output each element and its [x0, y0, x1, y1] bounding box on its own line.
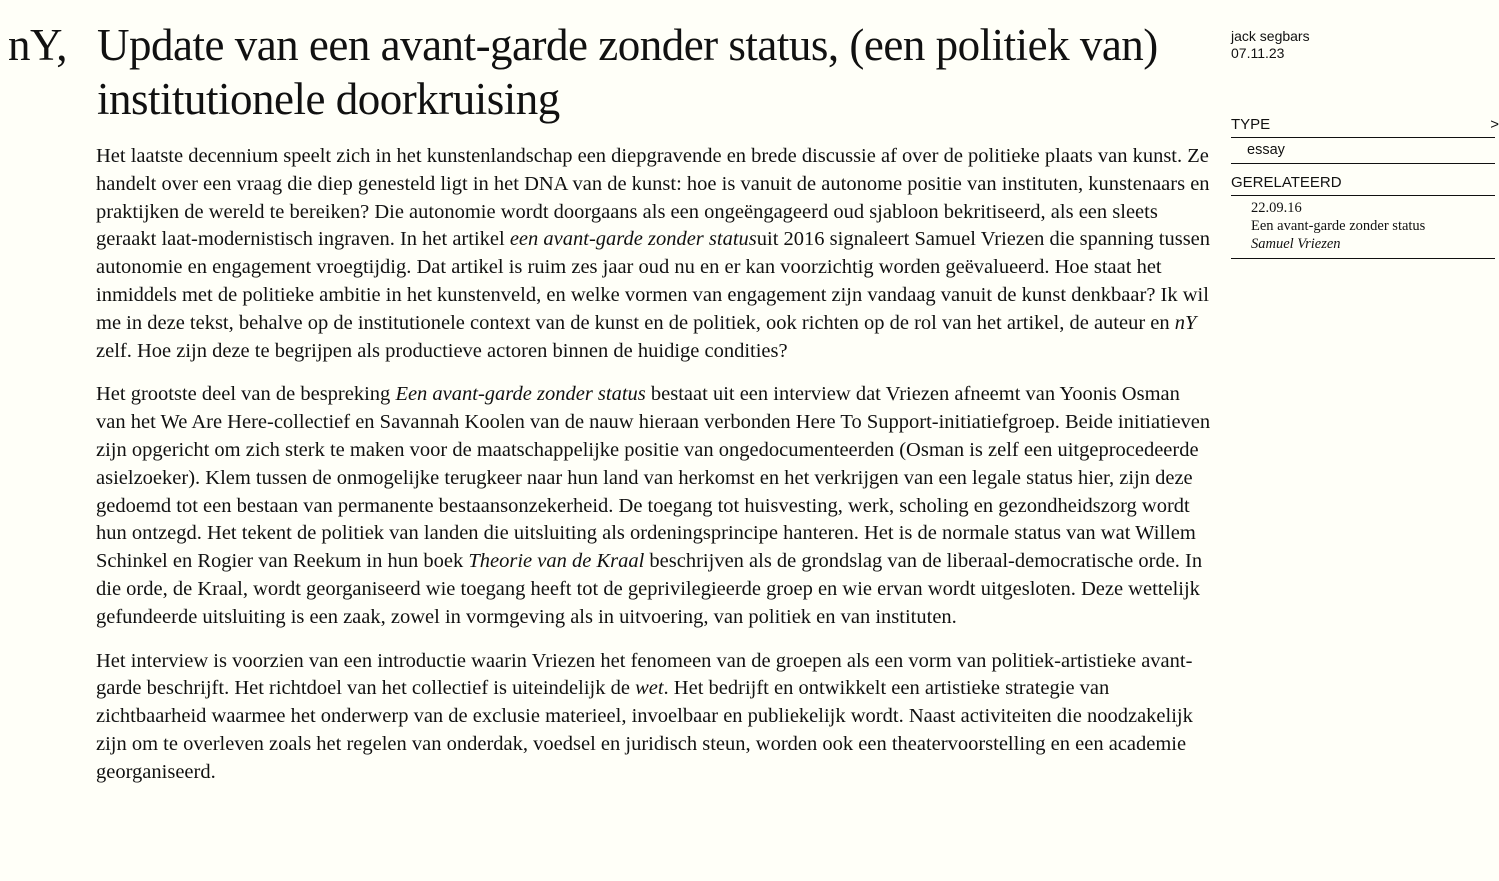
article-body [96, 143, 1214, 803]
book-reference: Theorie van de Kraal [468, 550, 645, 573]
related-date: 22.09.16 [1251, 200, 1302, 216]
author-name[interactable]: jack segbars [1231, 28, 1310, 44]
related-article-link[interactable] [1231, 196, 1495, 259]
related-section-header [1231, 174, 1495, 196]
article-paragraph: Het interview is voorzien van een introductie waarin Vriezen het fenomeen van de groepen als een vorm van politiek-artistieke avant-garde beschrijft. Het richtdoel van het collectief is uiteindelijk de wet. Het bedrijft en ontwikkelt een artistieke strategie van zichtbaarheid waarmee het onderwerp van de exclusie materieel, invoelbaar en publiekelijk wordt. Naast activiteiten die noodzakelijk zijn om te overleven zoals het regelen van onderdak, voedsel en juridisch steun, worden ook een theatervoorstelling en een academie georganiseerd. [96, 649, 1193, 783]
article-title: Update van een avant-garde zonder status, (een politiek van) institutionele doorkruising [97, 20, 1158, 124]
article-sidebar [1231, 28, 1499, 259]
article-paragraph: Het laatste decennium speelt zich in het kunstenlandschap een diepgravende en brede discussie af over de politieke plaats van kunst. Ze handelt over een vraag die diep genesteld ligt in het DNA van de kunst: hoe is vanuit de autonome positie van instituten, kunstenaars en praktijken de wereld te bereiken? Die autonomie wordt doorgaans als een ongeëngageerd oud sjabloon bekritiseerd, als een sleets geraakt laat-modernistisch ingraven. In het artikel een avant-garde zonder statusuit 2016 signaleert Samuel Vriezen die spanning tussen autonomie en engagement vroegtijdig. Dat artikel is ruim zes jaar oud nu en er kan voorzichtig worden geëvalueerd. Hoe staat het inmiddels met de politieke ambitie in het kunstenveld, en welke vormen van engagement zijn vandaag vanuit de kunst denkbaar? Ik wil me in deze tekst, behalve op de institutionele context van de kunst en de politiek, ook richten op de rol van het artikel, de auteur en nY zelf. Hoe zijn deze te begrijpen als productieve actoren binnen de huidige condities? [96, 145, 1211, 362]
chevron-right-icon[interactable]: > [1490, 116, 1499, 133]
related-label: GERELATEERD [1231, 174, 1342, 191]
emphasis: wet [635, 677, 664, 700]
type-value[interactable]: essay [1231, 138, 1495, 164]
site-logo[interactable]: nY, [8, 20, 67, 70]
type-section-header[interactable] [1231, 116, 1499, 138]
related-author: Samuel Vriezen [1251, 236, 1341, 252]
related-title: Een avant-garde zonder status [1251, 218, 1426, 234]
type-label: TYPE [1231, 116, 1271, 133]
article-paragraph: Het grootste deel van de bespreking Een avant-garde zonder status bestaat uit een interview dat Vriezen afneemt van Yoonis Osman van het We Are Here-collectief en Savannah Koolen van de nauw hieraan verbonden Here To Support-initiatiefgroep. Beide initiatieven zijn opgericht om zich sterk te maken voor de maatschappelijke positie van ongedocumenteerden (Osman is zelf een uitgeprocedeerde asielzoeker). Klem tussen de onmogelijke terugkeer naar hun land van herkomst en het verkrijgen van een legale status hier, zijn deze gedoemd tot een bestaan van permanente bestaansonzekerheid. De toegang tot huisvesting, werk, scholing en gezondheidszorg wordt hun ontzegd. Het tekent de politiek van landen die uitsluiting als ordeningsprincipe hanteren. Het is de normale status van wat Willem Schinkel en Rogier van Reekum in hun boek Theorie van de Kraal beschrijven als de grondslag van de liberaal-democratische orde. In die orde, de Kraal, wordt georganiseerd wie toegang heeft tot de geprivilegieerde groep en wie ervan wordt uitgesloten. Deze wettelijk gefundeerde uitsluiting is een zaak, zowel in vormgeving als in uitvoering, van politiek en van instituten. [96, 383, 1211, 628]
publication-reference: nY [1174, 311, 1197, 334]
article-reference: een avant-garde zonder status [509, 228, 757, 251]
publish-date: 07.11.23 [1231, 45, 1285, 61]
article-reference: Een avant-garde zonder status [395, 383, 646, 406]
